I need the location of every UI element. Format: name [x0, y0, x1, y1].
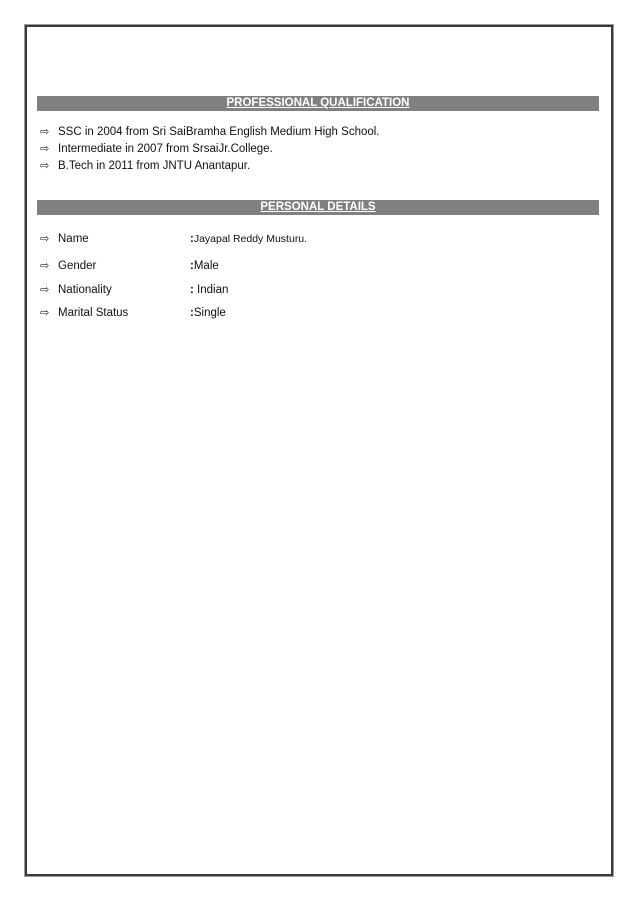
qualification-text: SSC in 2004 from Sri SaiBramha English Medium High School.: [58, 126, 380, 138]
detail-value: Male: [193, 260, 219, 272]
arrow-right-icon: ⇨: [40, 143, 50, 155]
detail-row-name: [40, 231, 307, 247]
section-header-personal-details: [37, 200, 599, 215]
list-item: [40, 124, 380, 141]
detail-label: Name: [58, 233, 89, 245]
detail-value: Single: [193, 307, 226, 319]
list-item: [40, 141, 380, 158]
section-title: PROFESSIONAL QUALIFICATION: [226, 97, 410, 109]
qualification-list: [40, 124, 380, 175]
list-item: [40, 158, 380, 175]
arrow-right-icon: ⇨: [40, 260, 50, 272]
detail-label: Gender: [58, 260, 97, 272]
detail-row-gender: [40, 258, 219, 274]
detail-row-marital-status: [40, 305, 226, 321]
arrow-right-icon: ⇨: [40, 160, 50, 172]
detail-colon: :: [190, 307, 194, 319]
arrow-right-icon: ⇨: [40, 284, 50, 296]
detail-label: Nationality: [58, 284, 112, 296]
arrow-right-icon: ⇨: [40, 307, 50, 319]
arrow-right-icon: ⇨: [40, 126, 50, 138]
detail-colon: :: [190, 284, 194, 296]
detail-value: Indian: [193, 284, 229, 296]
detail-colon: :: [190, 260, 194, 272]
detail-row-nationality: [40, 282, 228, 298]
detail-colon: :: [190, 233, 194, 245]
section-title: PERSONAL DETAILS: [260, 201, 376, 213]
qualification-text: B.Tech in 2011 from JNTU Anantapur.: [58, 160, 251, 172]
section-header-professional-qualification: [37, 96, 599, 111]
qualification-text: Intermediate in 2007 from SrsaiJr.College.: [58, 143, 273, 155]
detail-label: Marital Status: [58, 307, 129, 319]
detail-value: Jayapal Reddy Musturu.: [193, 233, 308, 245]
arrow-right-icon: ⇨: [40, 233, 50, 245]
